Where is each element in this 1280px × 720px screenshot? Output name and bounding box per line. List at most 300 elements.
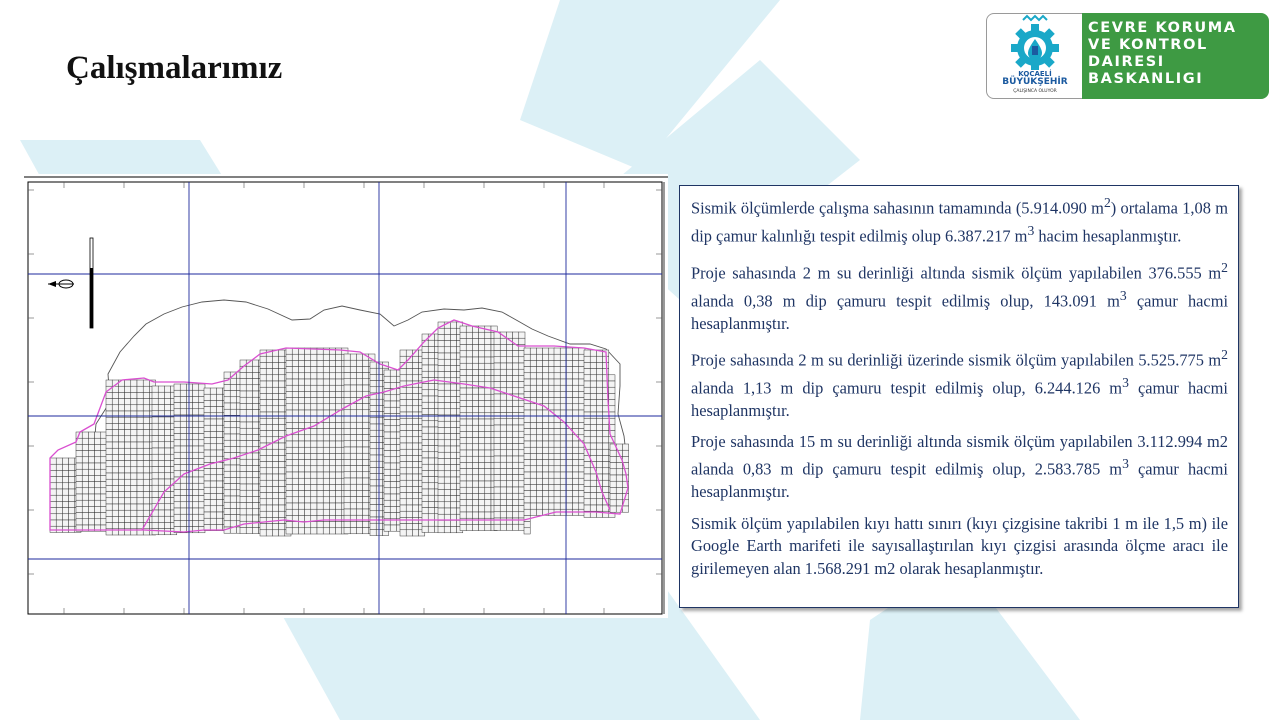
survey-grid-cell (204, 475, 210, 481)
survey-grid-cell (524, 373, 530, 379)
survey-grid-cell (524, 528, 530, 534)
survey-grid-cell (266, 468, 272, 474)
survey-grid-cell (444, 328, 450, 334)
survey-grid-cell (118, 386, 124, 392)
survey-grid-cell (305, 466, 311, 472)
survey-grid-cell (370, 387, 376, 393)
survey-grid-cell (363, 478, 369, 484)
survey-grid-cell (554, 429, 560, 435)
survey-grid-cell (384, 382, 390, 388)
survey-grid-cell (428, 483, 434, 489)
survey-grid-cell (193, 471, 199, 477)
survey-grid-cell (616, 463, 622, 469)
survey-grid-cell (590, 424, 596, 430)
survey-grid-cell (554, 503, 560, 509)
survey-grid-cell (164, 423, 170, 429)
survey-grid-cell (350, 428, 356, 434)
survey-grid-cell (260, 468, 266, 474)
survey-grid-cell (485, 369, 491, 375)
survey-grid-cell (260, 480, 266, 486)
survey-grid-cell (336, 385, 342, 391)
survey-grid-cell (428, 501, 434, 507)
survey-grid-cell (530, 441, 536, 447)
survey-grid-cell (460, 481, 466, 487)
survey-grid-cell (230, 409, 236, 415)
survey-grid-cell (506, 512, 512, 518)
survey-grid-cell (610, 450, 616, 456)
survey-grid-cell (573, 360, 579, 366)
survey-grid-cell (164, 454, 170, 460)
survey-grid-cell (272, 362, 278, 368)
survey-grid-cell (356, 360, 362, 366)
survey-grid-cell (573, 410, 579, 416)
survey-grid-cell (466, 500, 472, 506)
survey-grid-cell (400, 511, 406, 517)
survey-grid-cell (584, 387, 590, 393)
survey-grid-cell (224, 391, 230, 397)
survey-grid-cell (279, 443, 285, 449)
survey-grid-cell (616, 494, 622, 500)
survey-grid-cell (317, 528, 323, 534)
survey-grid-cell (554, 441, 560, 447)
survey-grid-cell (616, 475, 622, 481)
survey-grid-cell (438, 440, 444, 446)
survey-grid-cell (186, 502, 192, 508)
survey-grid-cell (317, 360, 323, 366)
survey-grid-cell (560, 472, 566, 478)
finding-4-tail: çamur hacmi hesaplanmıştır. (691, 459, 1228, 502)
survey-grid-cell (479, 345, 485, 351)
survey-grid-cell (336, 360, 342, 366)
survey-grid-cell (230, 403, 236, 409)
survey-grid-cell (164, 405, 170, 411)
survey-grid-cell (56, 508, 62, 514)
survey-grid-cell (479, 351, 485, 357)
survey-grid-cell (390, 376, 396, 382)
survey-grid-cell (204, 444, 210, 450)
logo-department-line-1: CEVRE KORUMA (1088, 20, 1237, 36)
survey-grid-cell (279, 375, 285, 381)
survey-grid-cell (336, 472, 342, 478)
survey-grid-cell (272, 412, 278, 418)
survey-grid-cell (472, 487, 478, 493)
survey-grid-cell (174, 396, 180, 402)
survey-grid-cell (323, 429, 329, 435)
survey-grid-cell (428, 508, 434, 514)
survey-grid-cell (106, 516, 112, 522)
survey-grid-cell (536, 441, 542, 447)
survey-grid-cell (193, 396, 199, 402)
survey-grid-cell (584, 418, 590, 424)
survey-grid-cell (428, 464, 434, 470)
survey-grid-cell (252, 478, 258, 484)
survey-grid-cell (204, 425, 210, 431)
survey-grid-cell (260, 362, 266, 368)
survey-grid-cell (444, 390, 450, 396)
survey-grid-cell (210, 456, 216, 462)
survey-grid-cell (106, 523, 112, 529)
survey-grid-cell (350, 490, 356, 496)
survey-grid-cell (69, 508, 75, 514)
survey-grid-cell (622, 475, 628, 481)
survey-grid-cell (412, 375, 418, 381)
survey-grid-cell (428, 514, 434, 520)
survey-grid-cell (329, 509, 335, 515)
survey-grid-cell (174, 440, 180, 446)
survey-grid-cell (494, 450, 500, 456)
survey-grid-cell (336, 348, 342, 354)
survey-grid-cell (69, 489, 75, 495)
survey-grid-cell (125, 386, 131, 392)
survey-grid-cell (450, 440, 456, 446)
survey-grid-cell (524, 410, 530, 416)
finding-2-sup-1: 2 (1221, 259, 1228, 275)
survey-grid-cell (266, 493, 272, 499)
survey-grid-cell (158, 504, 164, 510)
survey-grid-cell (174, 508, 180, 514)
survey-grid-cell (438, 452, 444, 458)
survey-grid-cell (246, 459, 252, 465)
survey-grid-cell (279, 449, 285, 455)
survey-grid-cell (428, 371, 434, 377)
survey-grid-cell (450, 322, 456, 328)
survey-grid-cell (406, 375, 412, 381)
survey-grid-cell (186, 483, 192, 489)
survey-grid-cell (210, 518, 216, 524)
survey-grid-cell (356, 373, 362, 379)
survey-grid-cell (444, 465, 450, 471)
survey-grid-cell (494, 375, 500, 381)
survey-grid-cell (530, 348, 536, 354)
survey-grid-cell (125, 467, 131, 473)
survey-grid-cell (112, 485, 118, 491)
survey-grid-cell (450, 334, 456, 340)
survey-grid-cell (125, 510, 131, 516)
survey-grid-cell (603, 449, 609, 455)
survey-grid-cell (210, 500, 216, 506)
finding-paragraph-3 (691, 344, 1228, 422)
survey-grid-cell (573, 484, 579, 490)
survey-grid-cell (384, 395, 390, 401)
survey-grid-cell (412, 468, 418, 474)
survey-grid-cell (76, 488, 82, 494)
survey-grid-cell (260, 499, 266, 505)
survey-grid-cell (317, 447, 323, 453)
survey-grid-cell (286, 503, 292, 509)
survey-grid-cell (210, 469, 216, 475)
survey-grid-cell (298, 385, 304, 391)
survey-grid-cell (246, 515, 252, 521)
survey-grid-cell (450, 465, 456, 471)
survey-grid-cell (329, 491, 335, 497)
survey-grid-cell (460, 363, 466, 369)
survey-grid-cell (180, 403, 186, 409)
survey-grid-cell (513, 487, 519, 493)
survey-grid-cell (609, 375, 615, 381)
survey-grid-cell (524, 472, 530, 478)
survey-grid-cell (472, 481, 478, 487)
survey-grid-cell (292, 360, 298, 366)
survey-grid-cell (596, 462, 602, 468)
survey-grid-cell (329, 472, 335, 478)
survey-grid-cell (536, 422, 542, 428)
survey-grid-cell (158, 398, 164, 404)
survey-grid-cell (350, 416, 356, 422)
survey-grid-cell (336, 379, 342, 385)
survey-grid-cell (125, 479, 131, 485)
survey-grid-cell (444, 458, 450, 464)
survey-grid-cell (292, 404, 298, 410)
survey-grid-cell (428, 433, 434, 439)
survey-grid-cell (513, 437, 519, 443)
survey-grid-cell (210, 487, 216, 493)
survey-grid-cell (286, 522, 292, 528)
survey-grid-cell (329, 379, 335, 385)
survey-grid-cell (554, 484, 560, 490)
survey-grid-cell (230, 378, 236, 384)
survey-grid-cell (596, 406, 602, 412)
seismic-survey-map (24, 174, 668, 618)
survey-grid-cell (180, 427, 186, 433)
survey-grid-cell (566, 491, 572, 497)
survey-grid-cell (412, 493, 418, 499)
survey-grid-cell (506, 419, 512, 425)
survey-grid-cell (246, 366, 252, 372)
survey-grid-cell (356, 509, 362, 515)
survey-grid-cell (106, 436, 112, 442)
survey-grid-cell (118, 430, 124, 436)
survey-grid-cell (472, 369, 478, 375)
logo-department-line-4: BASKANLIGI (1088, 71, 1204, 87)
survey-grid-cell (210, 506, 216, 512)
survey-grid-cell (566, 497, 572, 503)
organization-logo (986, 13, 1269, 99)
survey-grid-cell (466, 394, 472, 400)
survey-grid-cell (272, 400, 278, 406)
survey-grid-cell (536, 503, 542, 509)
survey-grid-cell (460, 382, 466, 388)
survey-grid-cell (422, 446, 428, 452)
survey-grid-cell (118, 436, 124, 442)
survey-grid-cell (460, 357, 466, 363)
survey-grid-cell (298, 367, 304, 373)
survey-grid-cell (603, 431, 609, 437)
survey-grid-cell (76, 482, 82, 488)
survey-grid-cell (438, 527, 444, 533)
survey-grid-cell (466, 506, 472, 512)
survey-grid-cell (158, 454, 164, 460)
survey-grid-cell (95, 506, 101, 512)
survey-grid-cell (370, 529, 376, 535)
survey-grid-cell (412, 362, 418, 368)
survey-grid-cell (186, 477, 192, 483)
survey-grid-cell (329, 398, 335, 404)
survey-grid-cell (472, 475, 478, 481)
survey-grid-cell (506, 332, 512, 338)
survey-grid-cell (530, 404, 536, 410)
survey-grid-cell (438, 434, 444, 440)
survey-grid-cell (336, 373, 342, 379)
survey-grid-cell (428, 458, 434, 464)
survey-grid-cell (286, 509, 292, 515)
survey-grid-cell (266, 362, 272, 368)
survey-grid-cell (204, 506, 210, 512)
survey-grid-cell (428, 520, 434, 526)
survey-grid-cell (286, 360, 292, 366)
survey-grid-cell (363, 366, 369, 372)
survey-grid-cell (603, 418, 609, 424)
survey-grid-cell (266, 474, 272, 480)
survey-grid-cell (363, 466, 369, 472)
survey-grid-cell (246, 490, 252, 496)
survey-grid-cell (390, 426, 396, 432)
survey-grid-cell (363, 447, 369, 453)
survey-grid-cell (158, 442, 164, 448)
survey-grid-cell (500, 419, 506, 425)
survey-grid-cell (356, 416, 362, 422)
survey-grid-cell (118, 510, 124, 516)
survey-grid-cell (472, 493, 478, 499)
survey-grid-cell (137, 386, 143, 392)
survey-grid-cell (560, 453, 566, 459)
survey-grid-cell (164, 473, 170, 479)
survey-grid-cell (506, 425, 512, 431)
survey-grid-cell (530, 447, 536, 453)
survey-grid-cell (536, 398, 542, 404)
survey-grid-cell (536, 466, 542, 472)
survey-grid-cell (609, 400, 615, 406)
survey-grid-cell (323, 360, 329, 366)
survey-grid-cell (292, 491, 298, 497)
survey-grid-cell (494, 475, 500, 481)
survey-grid-cell (137, 430, 143, 436)
survey-grid-cell (82, 457, 88, 463)
survey-grid-cell (193, 483, 199, 489)
survey-grid-cell (543, 497, 549, 503)
survey-grid-cell (298, 528, 304, 534)
survey-grid-cell (292, 435, 298, 441)
survey-grid-cell (485, 351, 491, 357)
survey-grid-cell (311, 528, 317, 534)
survey-grid-cell (479, 444, 485, 450)
survey-grid-cell (164, 417, 170, 423)
survey-grid-cell (485, 438, 491, 444)
survey-grid-cell (543, 478, 549, 484)
survey-grid-cell (412, 449, 418, 455)
survey-grid-cell (252, 490, 258, 496)
survey-grid-cell (252, 515, 258, 521)
survey-grid-cell (603, 437, 609, 443)
survey-grid-cell (329, 497, 335, 503)
survey-grid-cell (152, 436, 158, 442)
survey-grid-cell (56, 501, 62, 507)
survey-grid-cell (479, 338, 485, 344)
survey-grid-cell (406, 418, 412, 424)
survey-grid-cell (286, 398, 292, 404)
survey-grid-cell (500, 375, 506, 381)
survey-grid-cell (596, 418, 602, 424)
survey-grid-cell (246, 472, 252, 478)
survey-grid-cell (266, 449, 272, 455)
survey-grid-cell (210, 438, 216, 444)
survey-grid-cell (543, 484, 549, 490)
survey-grid-cell (186, 396, 192, 402)
survey-grid-cell (69, 514, 75, 520)
survey-grid-cell (460, 500, 466, 506)
survey-grid-cell (350, 354, 356, 360)
survey-grid-cell (500, 524, 506, 530)
survey-grid-cell (584, 400, 590, 406)
survey-grid-cell (266, 505, 272, 511)
survey-grid-cell (350, 373, 356, 379)
survey-grid-cell (560, 373, 566, 379)
survey-grid-cell (560, 379, 566, 385)
survey-grid-cell (610, 500, 616, 506)
survey-grid-cell (554, 466, 560, 472)
survey-grid-cell (158, 448, 164, 454)
survey-grid-cell (422, 495, 428, 501)
survey-grid-cell (356, 391, 362, 397)
survey-grid-cell (460, 388, 466, 394)
survey-grid-cell (438, 384, 444, 390)
survey-grid-cell (460, 425, 466, 431)
survey-grid-cell (390, 488, 396, 494)
survey-grid-cell (252, 496, 258, 502)
survey-grid-cell (573, 466, 579, 472)
survey-grid-cell (350, 385, 356, 391)
survey-grid-cell (444, 403, 450, 409)
survey-grid-cell (106, 399, 112, 405)
survey-grid-cell (438, 427, 444, 433)
survey-grid-cell (500, 475, 506, 481)
survey-grid-cell (216, 462, 222, 468)
survey-grid-cell (137, 392, 143, 398)
survey-grid-cell (230, 477, 236, 483)
survey-grid-cell (323, 441, 329, 447)
survey-grid-cell (596, 505, 602, 511)
survey-grid-cell (344, 416, 350, 422)
survey-grid-cell (82, 469, 88, 475)
survey-grid-cell (69, 470, 75, 476)
survey-grid-cell (252, 503, 258, 509)
survey-grid-cell (323, 472, 329, 478)
survey-grid-cell (350, 410, 356, 416)
survey-grid-cell (428, 384, 434, 390)
survey-grid-cell (513, 456, 519, 462)
survey-grid-cell (603, 424, 609, 430)
survey-grid-cell (186, 508, 192, 514)
survey-grid-cell (240, 490, 246, 496)
survey-grid-cell (554, 497, 560, 503)
survey-grid-cell (566, 472, 572, 478)
survey-grid-cell (246, 478, 252, 484)
survey-grid-cell (311, 360, 317, 366)
survey-grid-cell (204, 518, 210, 524)
survey-grid-cell (494, 456, 500, 462)
survey-grid-cell (494, 499, 500, 505)
survey-grid-cell (336, 484, 342, 490)
survey-grid-cell (406, 530, 412, 536)
survey-grid-cell (584, 350, 590, 356)
survey-grid-cell (363, 490, 369, 496)
survey-grid-cell (530, 509, 536, 515)
survey-grid-cell (573, 416, 579, 422)
survey-grid-cell (460, 462, 466, 468)
survey-grid-cell (279, 493, 285, 499)
survey-grid-cell (260, 356, 266, 362)
survey-grid-cell (530, 503, 536, 509)
survey-grid-cell (240, 441, 246, 447)
